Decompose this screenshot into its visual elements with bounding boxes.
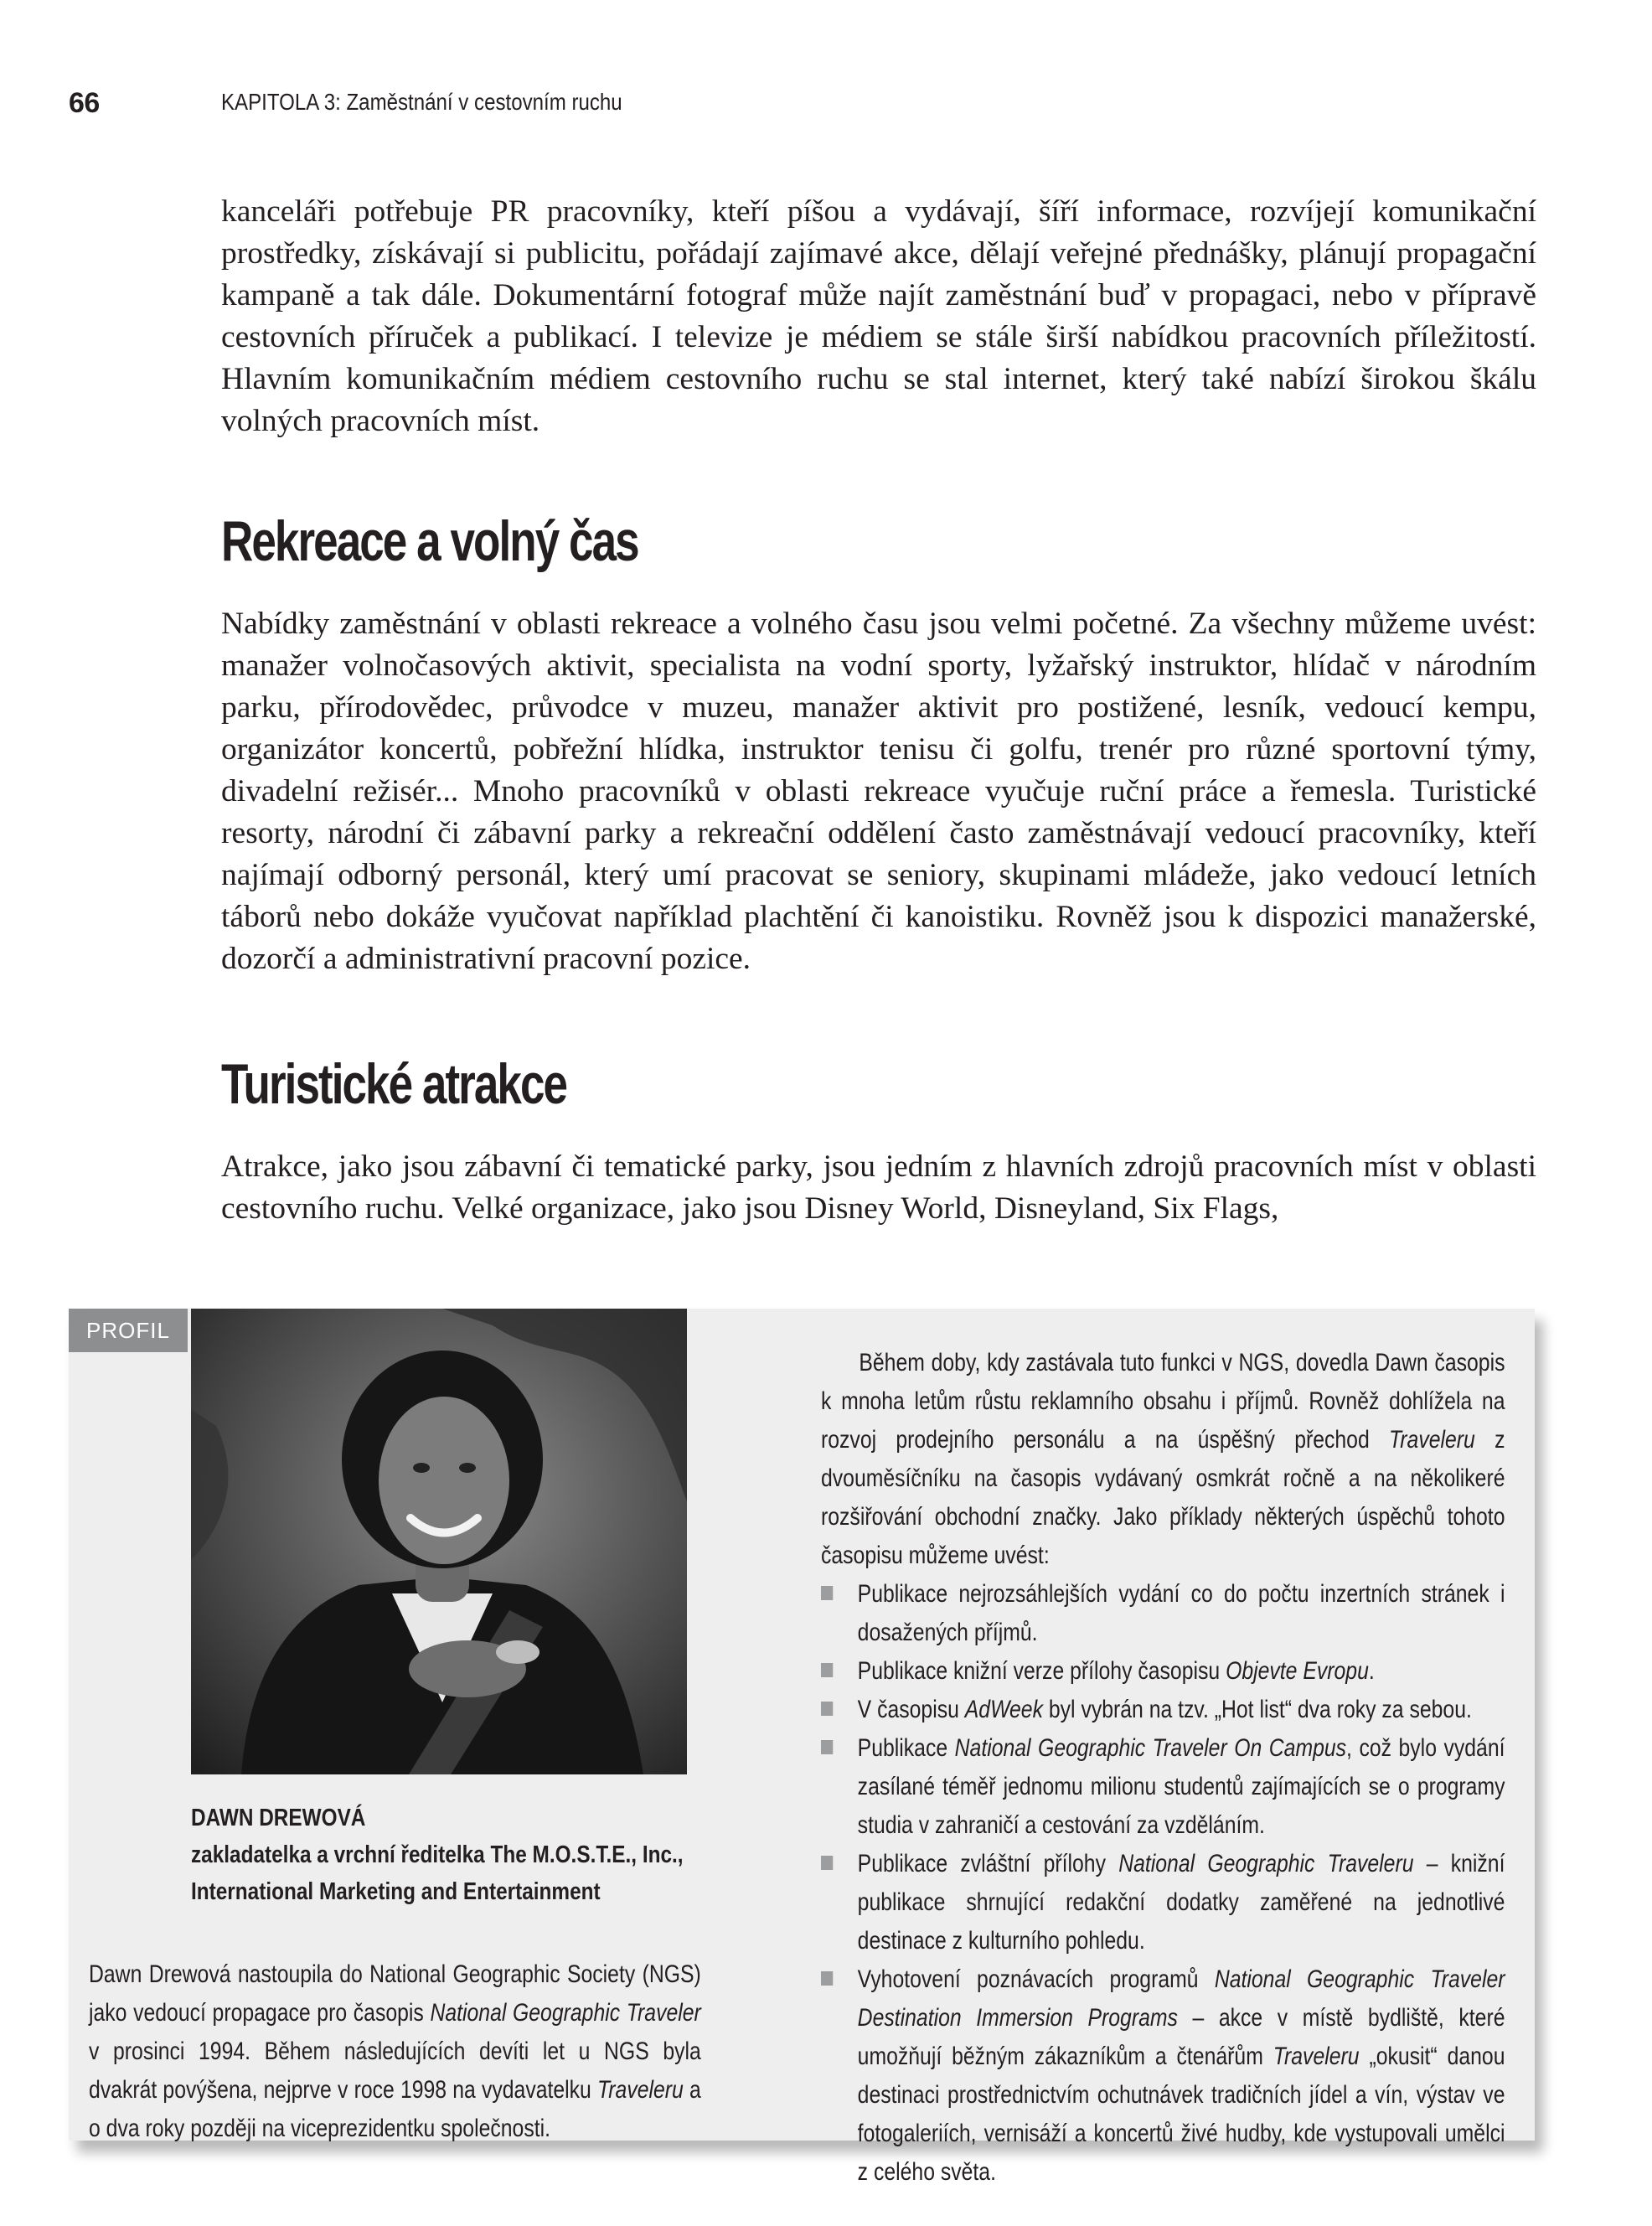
running-header — [69, 87, 1526, 127]
square-bullet-icon — [821, 1740, 833, 1754]
list-item — [821, 1845, 1505, 1960]
list-item — [821, 1575, 1505, 1652]
item-italic: Traveleru — [1273, 2043, 1360, 2070]
item-text: „okusit“ danou destinaci prostřednictvím ochutnávek tradičních jídel a vín, výstav ve fotogaleriích, vernisáží a koncertů živé hudby, kde vystupovali umělci z celého světa. — [857, 2043, 1505, 2186]
chapter-title: KAPITOLA 3: Zaměstnání v cestovním ruchu — [221, 89, 622, 115]
achievements-list — [821, 1575, 1505, 2192]
item-text: Publikace zvláštní přílohy — [857, 1850, 1119, 1877]
intro-italic: Traveleru — [1388, 1426, 1475, 1454]
portrait-photo-icon — [191, 1309, 687, 1774]
attractions-paragraph: Atrakce, jako jsou zábavní či tematické parky, jsou jedním z hlavních zdrojů pracovních míst v oblasti cestovního ruchu. Velké organizace, jako jsou Disney World, Disneyland, Six Flags, — [221, 1149, 1536, 1226]
item-text: . — [1368, 1657, 1375, 1685]
left-text-part: Dawn Drewová nastoupila do National Geographic Society (NGS) jako vedoucí propagace pro časopis — [89, 1960, 701, 2027]
heading-recreation: Rekreace a volný čas — [221, 509, 638, 573]
profile-right-column — [821, 1344, 1505, 2192]
list-item — [821, 1691, 1505, 1729]
intro-part: z dvouměsíčníku na časopis vydávaný osmkrát ročně a na několikeré rozšiřování obchodní značky. Jako příklady některých úspěchů tohoto časopisu můžeme uvést: — [821, 1426, 1505, 1569]
item-text: Publikace knižní verze přílohy časopisu — [857, 1657, 1226, 1685]
attractions-block — [221, 1146, 1536, 1230]
item-text: Publikace — [857, 1734, 955, 1762]
square-bullet-icon — [821, 1856, 833, 1870]
item-text: – akce v místě bydliště, které umožňují běžným zákazníkům a čtenářům — [857, 2004, 1505, 2070]
square-bullet-icon — [821, 1702, 833, 1716]
square-bullet-icon — [821, 1663, 833, 1677]
item-text: byl vybrán na tzv. „Hot list“ dva roky za sebou. — [1042, 1696, 1472, 1723]
intro-part: Během doby, kdy zastávala tuto funkci v NGS, dovedla Dawn časopis k mnoha letům růstu reklamního obsahu i příjmů. Rovněž dohlížela na rozvoj prodejního personálu a na úspěšný přechod — [821, 1349, 1505, 1454]
recreation-paragraph: Nabídky zaměstnání v oblasti rekreace a volného času jsou velmi početné. Za všechny můžeme uvést: manažer volnočasových aktivit, specialista na vodní sporty, lyžařský instruktor, hlídač v národním parku, přírodovědec, průvodce v muzeu, manažer aktivit pro postižené, lesník, vedoucí kempu, organizátor koncertů, pobřežní hlídka, instruktor tenisu či golfu, trenér pro různé sportovní týmy, divadelní režisér... Mnoho pracovníků v oblasti rekreace vyučuje ruční práce a řemesla. Turistické resorty, národní či zábavní parky a rekreační oddělení často zaměstnávají vedoucí pracovníky, kteří najímají odborný personál, který umí pracovat se seniory, skupinami mládeže, jako vedoucí letních táborů nebo dokáže vyučovat například plachtění či kanoistiku. Rovněž jsou k dispozici manažerské, dozorčí a administrativní pracovní pozice. — [221, 607, 1536, 976]
item-text: , což bylo vydání zasílané téměř jednomu milionu studentů zajímajících se o programy studia v zahraničí a cestování za vzděláním. — [857, 1734, 1505, 1839]
item-text: – knižní publikace shrnující redakční dodatky zaměřené na jednotlivé destinace z kulturního pohledu. — [857, 1850, 1505, 1955]
list-item — [821, 1960, 1505, 2192]
intro-paragraph: kanceláři potřebuje PR pracovníky, kteří píšou a vydávají, šíří informace, rozvíjejí komunikační prostředky, získávají si publicitu, pořádají zajímavé akce, dělají veřejné přednášky, plánují propagační kampaně a tak dále. Dokumentární fotograf může najít zaměstnání buď v propagaci, nebo v přípravě cestovních příruček a publikací. I televize je médiem se stále širší nabídkou pracovních příležitostí. Hlavním komunikačním médiem cestovního ruchu se stal internet, který také nabízí širokou škálu volných pracovních míst. — [221, 194, 1536, 438]
profile-box — [69, 1309, 1535, 2186]
item-italic: National Geographic Traveler On Campus — [954, 1734, 1347, 1762]
item-italic: AdWeek — [964, 1696, 1043, 1723]
page-number: 66 — [69, 87, 100, 119]
profile-right-intro — [821, 1344, 1505, 1575]
list-item — [821, 1729, 1505, 1845]
left-text-italic: National Geographic Traveler — [430, 1999, 701, 2027]
square-bullet-icon — [821, 1586, 833, 1600]
item-text: V časopisu — [857, 1696, 965, 1723]
list-item — [821, 1652, 1505, 1691]
recreation-block — [221, 603, 1536, 980]
person-name: DAWN DREWOVÁ — [191, 1805, 366, 1831]
intro-block — [221, 191, 1536, 442]
profile-left-text — [89, 1955, 701, 2148]
profile-tag: PROFIL — [69, 1309, 188, 1352]
left-text-italic: Traveleru — [597, 2076, 684, 2104]
item-text: Vyhotovení poznávacích programů — [857, 1965, 1215, 1993]
item-italic: National Geographic Traveleru — [1118, 1850, 1414, 1877]
portrait-illustration — [191, 1309, 687, 1774]
person-role-line2: International Marketing and Entertainment — [191, 1878, 601, 1905]
item-text: Publikace nejrozsáhlejších vydání co do počtu inzertních stránek i dosažených příjmů. — [857, 1580, 1505, 1646]
item-italic: Objevte Evropu — [1226, 1657, 1369, 1685]
profile-person — [191, 1800, 727, 1910]
left-text-part: v prosinci 1994. Během následujících devíti let u NGS byla dvakrát povýšena, nejprve v roce 1998 na vydavatelku — [89, 2037, 701, 2104]
square-bullet-icon — [821, 1971, 833, 1986]
left-text-part: a o dva roky později na viceprezidentku společnosti. — [89, 2076, 701, 2142]
heading-attractions: Turistické atrakce — [221, 1052, 567, 1116]
person-role-line1: zakladatelka a vrchní ředitelka The M.O.S.T.E., Inc., — [191, 1841, 684, 1868]
item-italic: National Geographic Traveler Destination Immersion Programs — [857, 1965, 1505, 2032]
